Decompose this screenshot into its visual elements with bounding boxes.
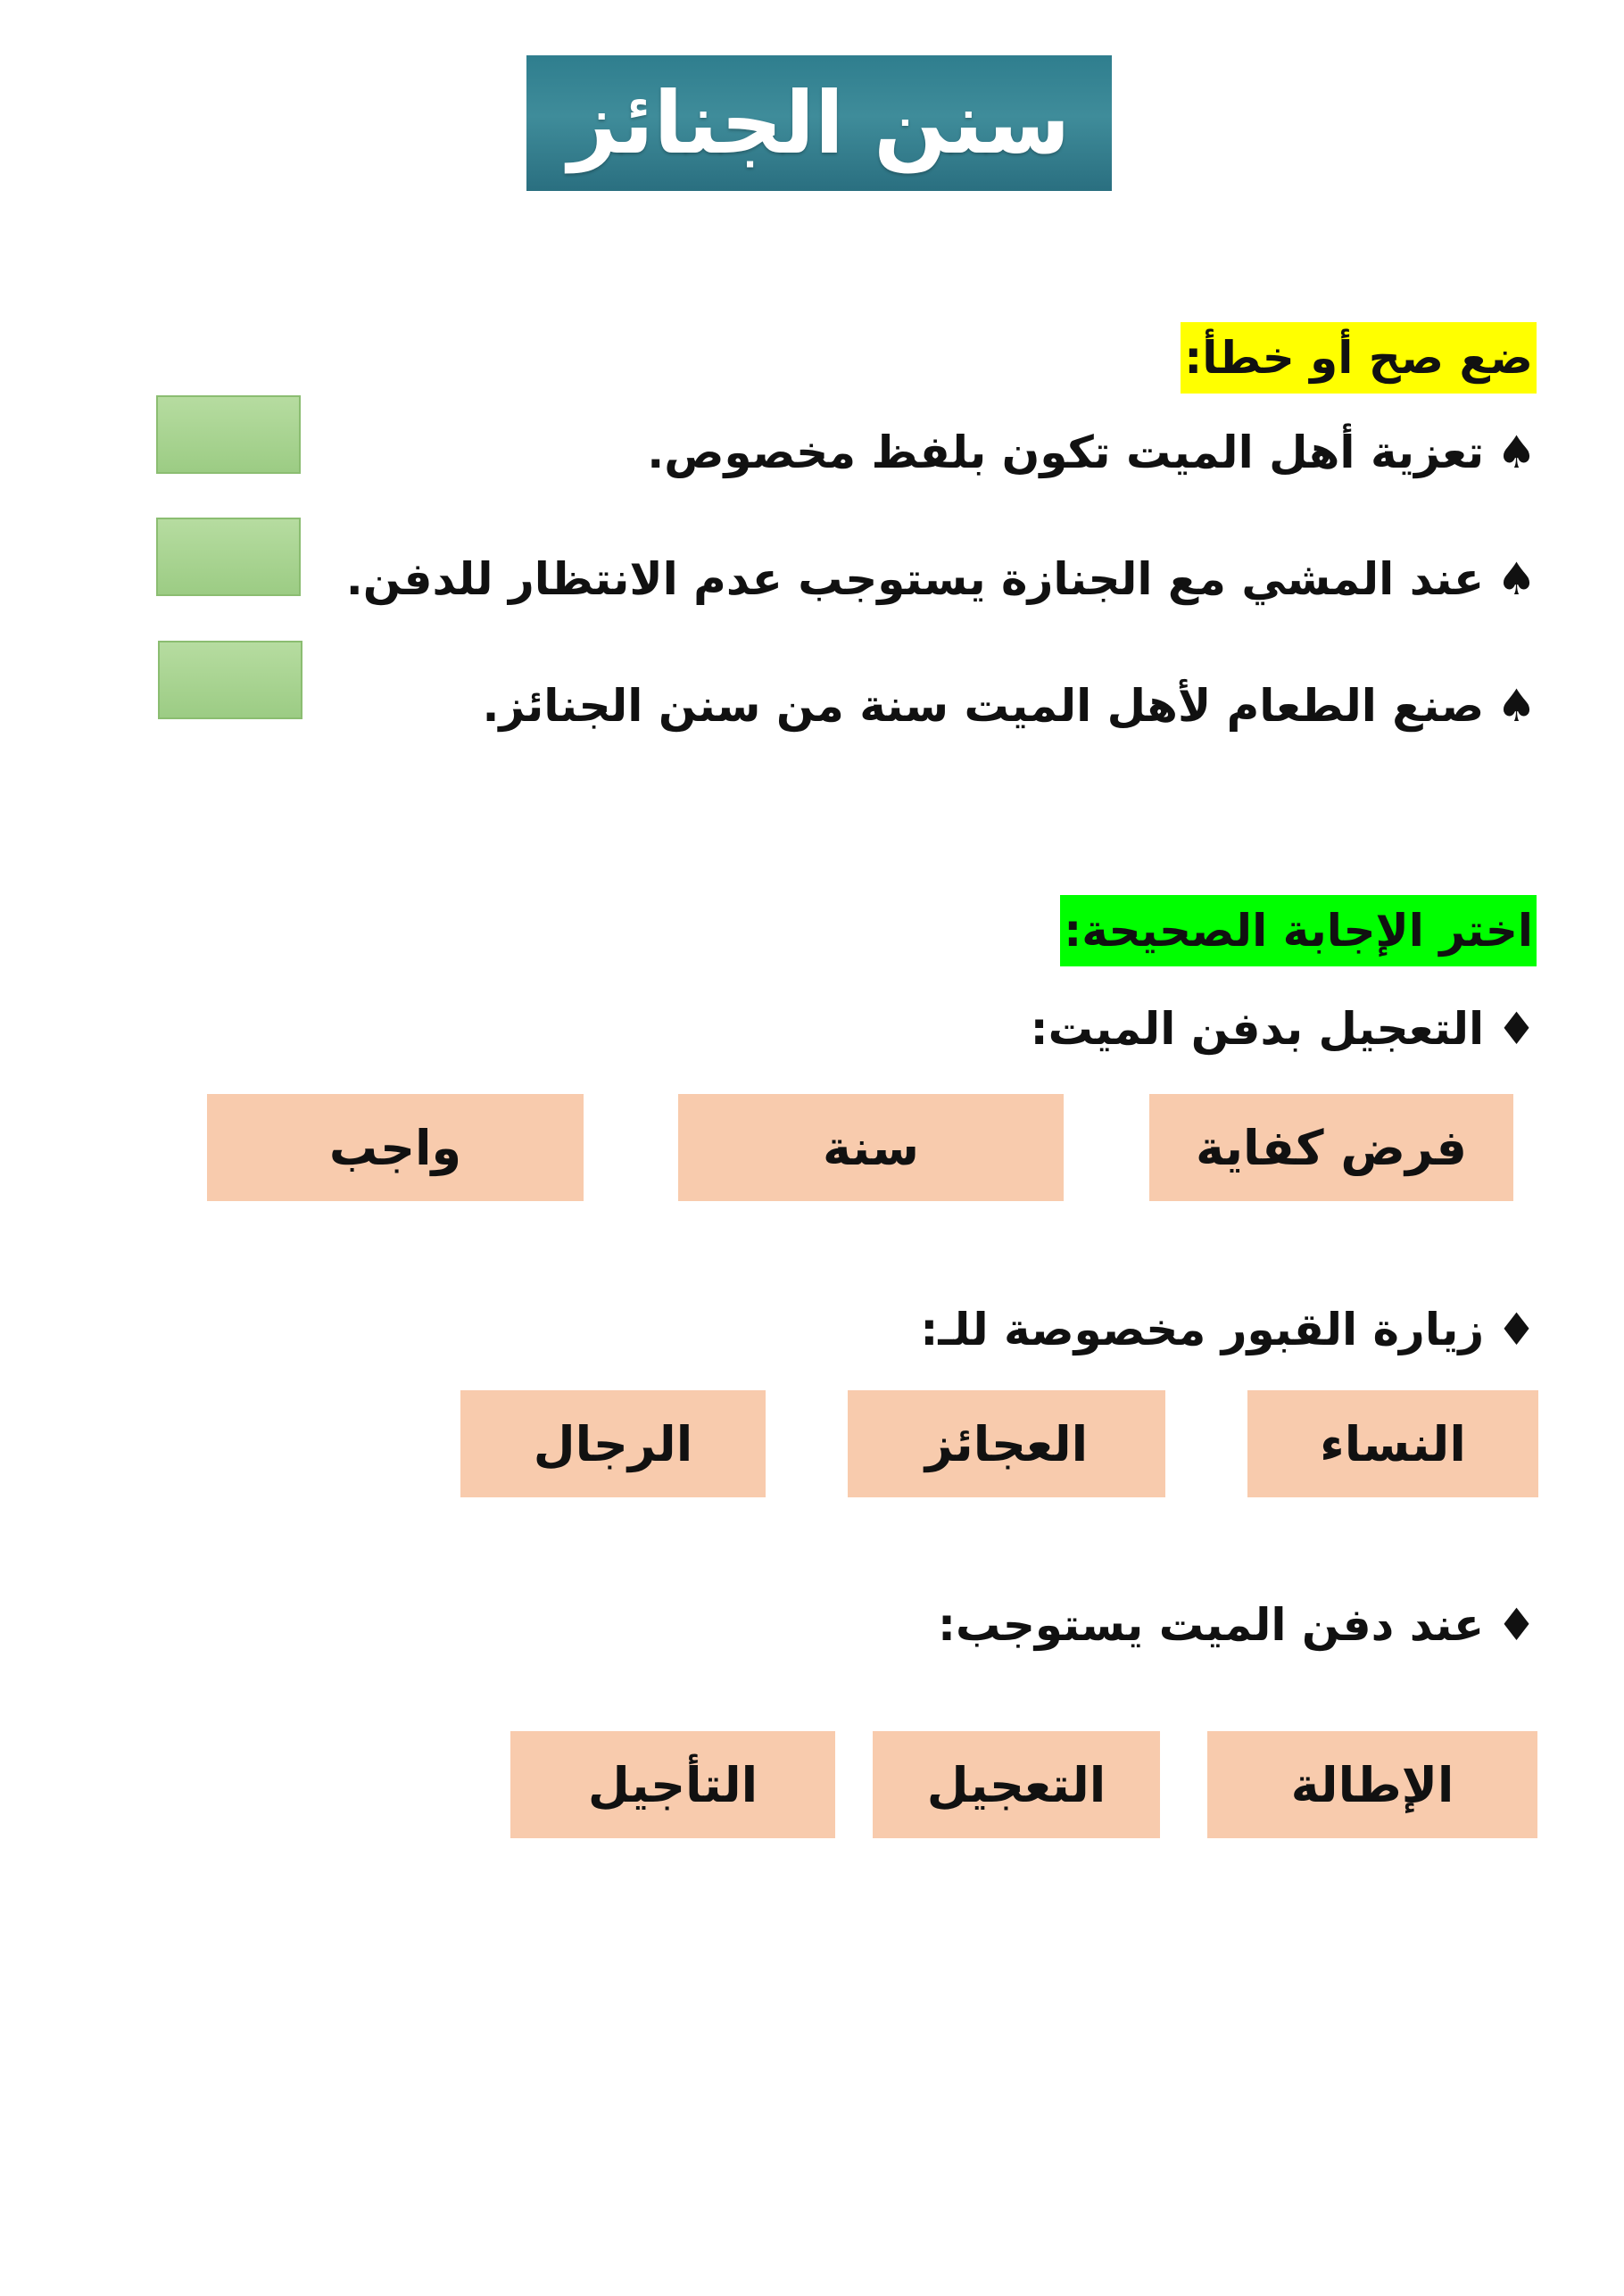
mc-question-text: عند دفن الميت يستوجب:	[937, 1599, 1485, 1651]
tf-answer-box-3[interactable]	[158, 641, 302, 719]
mc-option[interactable]: التأجيل	[510, 1731, 835, 1838]
mc-question-2	[920, 1298, 1537, 1361]
tf-statement-text: عند المشي مع الجنازة يستوجب عدم الانتظار للدفن.	[345, 553, 1485, 605]
tf-statement-text: تعزية أهل الميت تكون بلفظ مخصوص.	[647, 427, 1485, 478]
spade-bullet-icon: ♠	[1496, 427, 1537, 478]
true-false-heading: ضع صح أو خطأ:	[1181, 322, 1537, 394]
mc-question-3	[938, 1594, 1537, 1656]
mc-option[interactable]: الرجال	[460, 1390, 766, 1497]
mc-question-text: زيارة القبور مخصوصة للـ:	[920, 1304, 1485, 1355]
diamond-bullet-icon: ♦	[1496, 1003, 1537, 1055]
mc-option[interactable]: العجائز	[848, 1390, 1165, 1497]
mc-option[interactable]: سنة	[678, 1094, 1064, 1201]
mc-question-1	[1031, 998, 1537, 1060]
page-title: سنن الجنائز	[568, 73, 1071, 173]
title-banner	[526, 55, 1112, 191]
tf-answer-box-1[interactable]	[156, 395, 301, 474]
mc-question-text: التعجيل بدفن الميت:	[1030, 1003, 1485, 1055]
tf-answer-box-2[interactable]	[156, 518, 301, 596]
spade-bullet-icon: ♠	[1496, 553, 1537, 605]
mc-option[interactable]: واجب	[207, 1094, 584, 1201]
diamond-bullet-icon: ♦	[1496, 1599, 1537, 1651]
multiple-choice-heading: اختر الإجابة الصحيحة:	[1060, 895, 1537, 966]
mc-option[interactable]: فرض كفاية	[1149, 1094, 1513, 1201]
tf-statement-2	[346, 548, 1537, 610]
tf-statement-1	[647, 421, 1537, 484]
mc-option[interactable]: النساء	[1247, 1390, 1538, 1497]
mc-option[interactable]: الإطالة	[1207, 1731, 1537, 1838]
tf-statement-3	[482, 675, 1537, 737]
tf-statement-text: صنع الطعام لأهل الميت سنة من سنن الجنائز.	[482, 680, 1485, 732]
mc-option[interactable]: التعجيل	[873, 1731, 1160, 1838]
spade-bullet-icon: ♠	[1496, 680, 1537, 732]
diamond-bullet-icon: ♦	[1496, 1304, 1537, 1355]
